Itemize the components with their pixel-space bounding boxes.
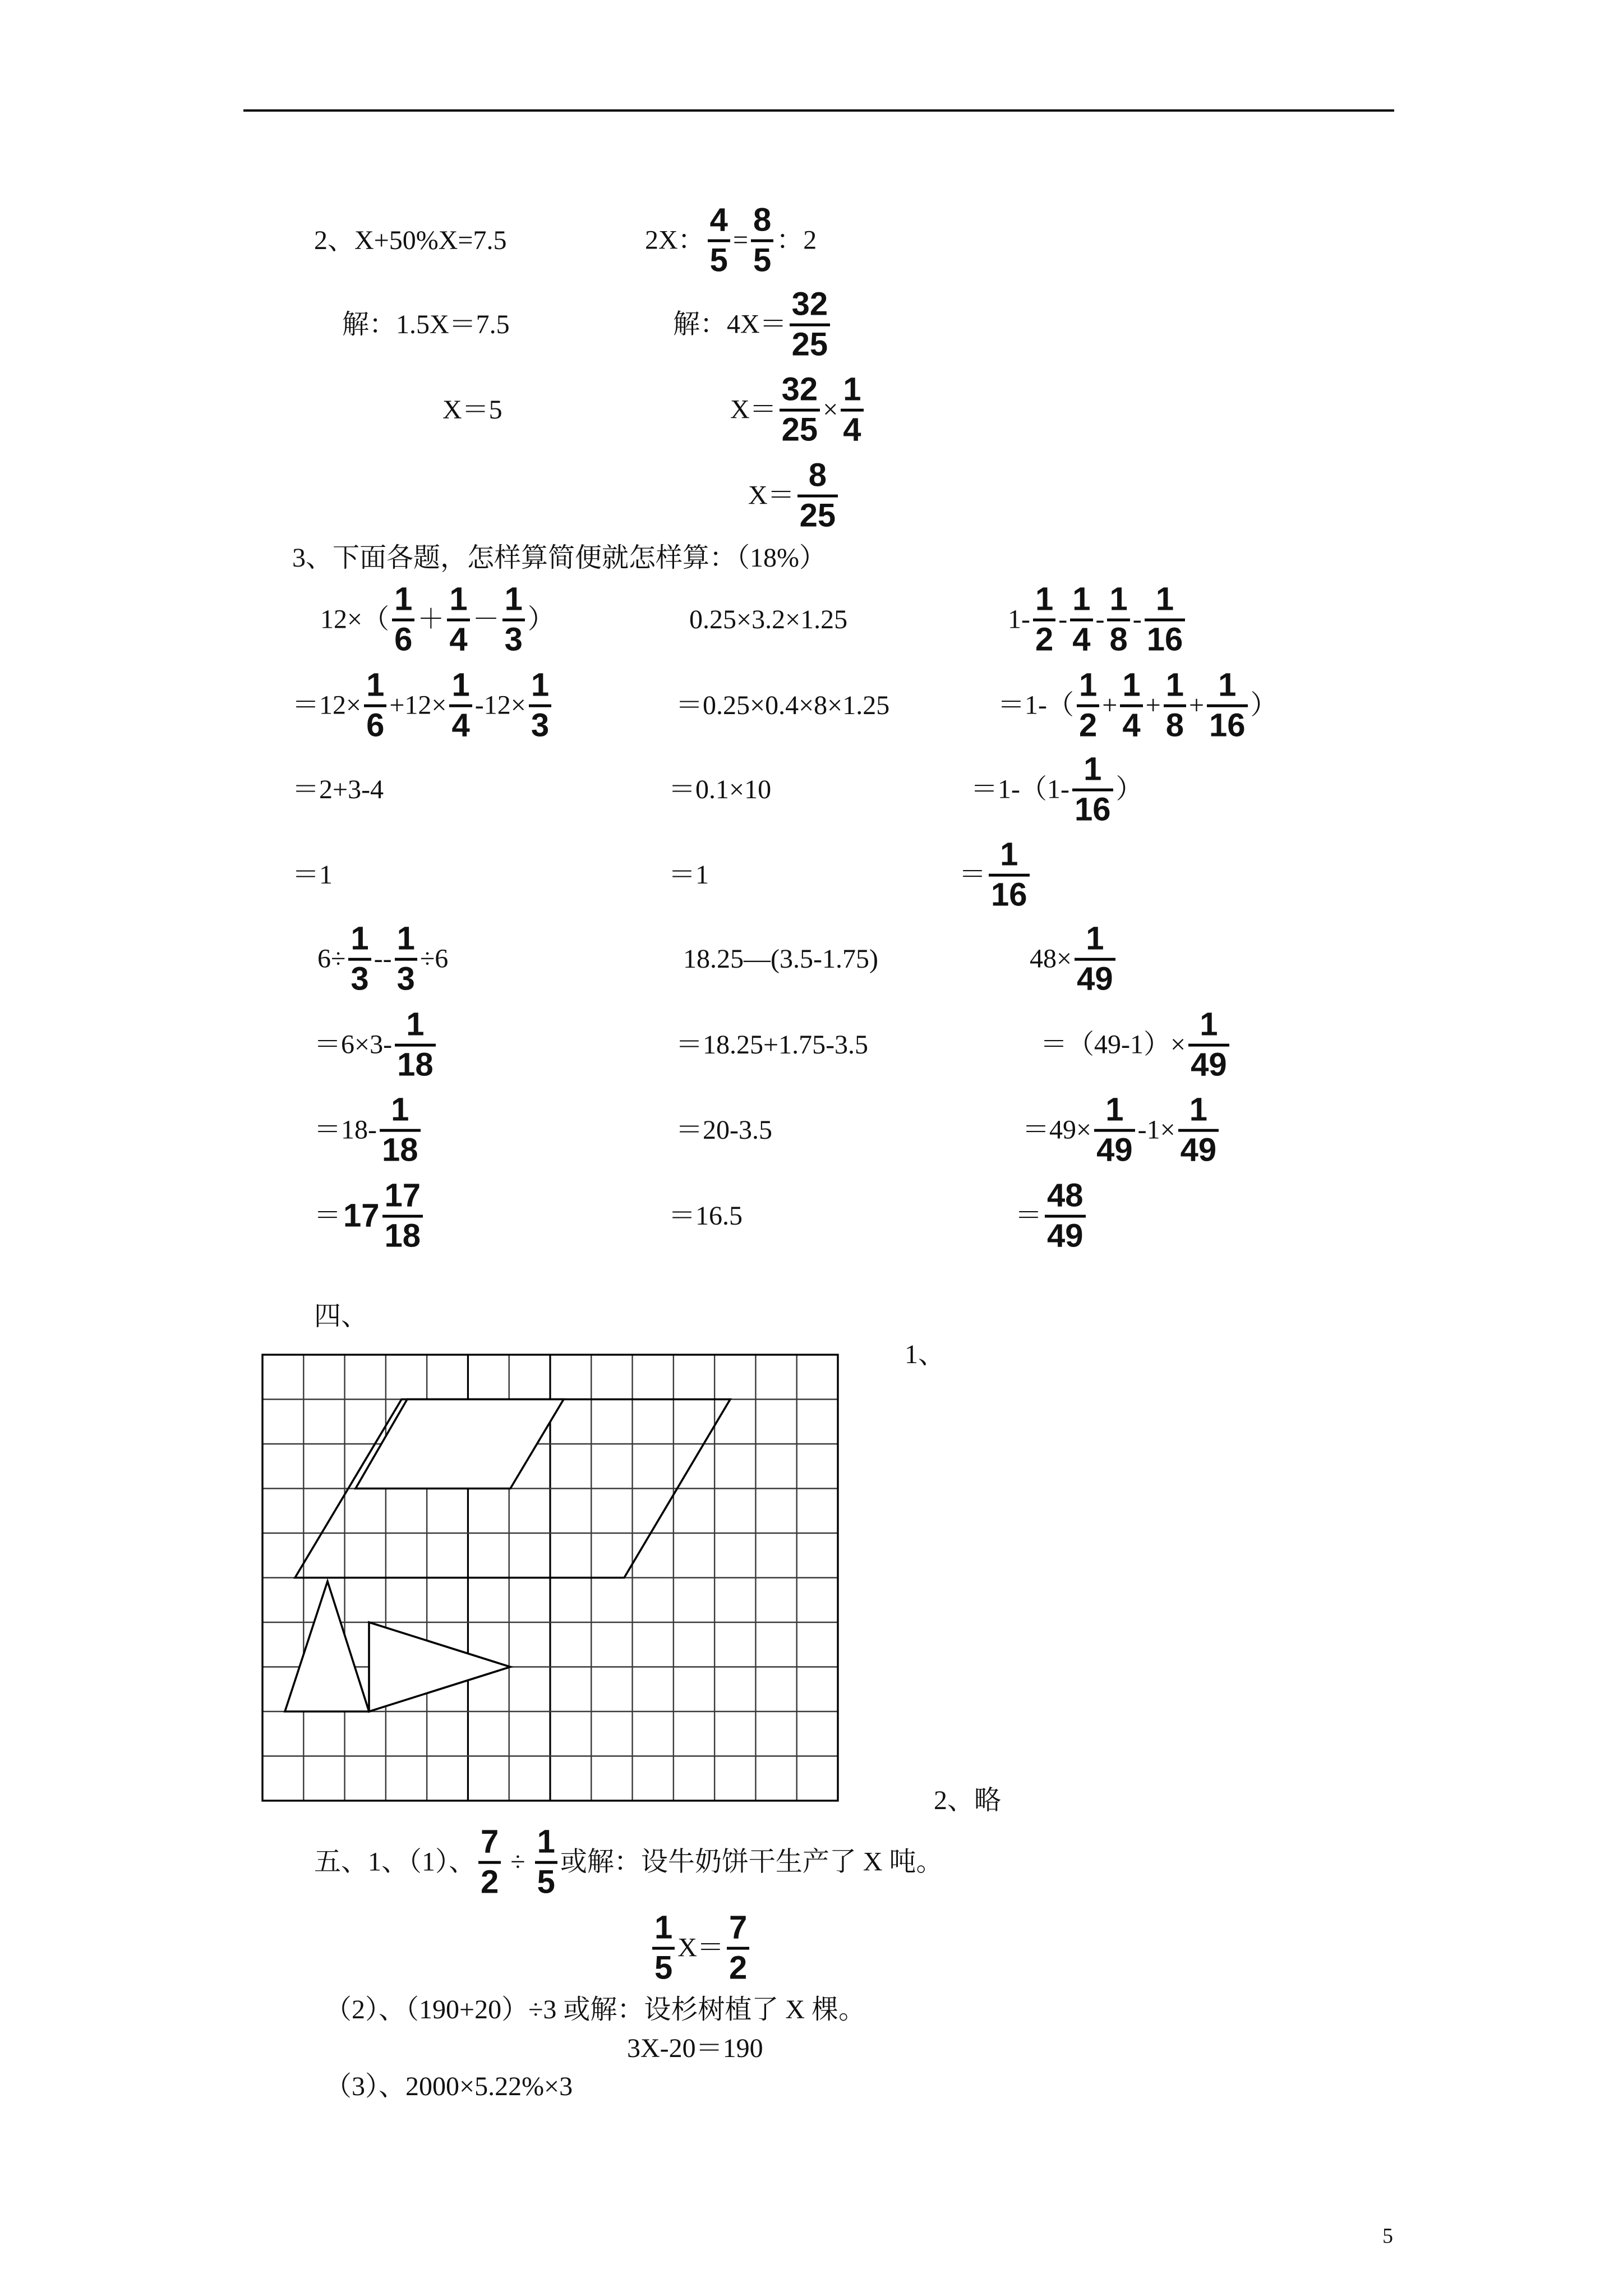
q2-equation bbox=[627, 2035, 763, 2062]
expression-text: ÷6 bbox=[419, 944, 449, 974]
fraction bbox=[1164, 666, 1186, 744]
fraction bbox=[1072, 753, 1113, 827]
fraction-numerator: 1 bbox=[1200, 1006, 1218, 1043]
expression-text: - bbox=[1058, 605, 1068, 634]
calc-1c-line-4 bbox=[959, 838, 1032, 913]
expression-text: ＋ bbox=[417, 605, 445, 634]
calc-1a-line-4 bbox=[292, 862, 333, 889]
expression-text: ＝1 bbox=[292, 860, 333, 890]
q1-equation bbox=[649, 1911, 752, 1986]
fraction-denominator: 3 bbox=[351, 960, 369, 997]
fraction-denominator: 25 bbox=[781, 411, 818, 448]
expression-text: +12× bbox=[389, 691, 447, 720]
fraction-numerator: 1 bbox=[449, 581, 468, 618]
expression-text: ＝1-（ bbox=[998, 691, 1074, 720]
fraction-numerator: 1 bbox=[351, 920, 369, 957]
expression-text: ＝6×3- bbox=[314, 1030, 393, 1060]
fraction-numerator: 1 bbox=[406, 1006, 425, 1043]
fraction bbox=[529, 666, 551, 744]
expression-text: + bbox=[1102, 691, 1118, 720]
calc-2a-line-2 bbox=[314, 1008, 439, 1083]
fraction-denominator: 49 bbox=[1191, 1046, 1227, 1083]
fraction-numerator: 1 bbox=[366, 666, 385, 703]
fraction-denominator: 49 bbox=[1180, 1131, 1217, 1168]
calc-2c-line-3 bbox=[1022, 1093, 1221, 1168]
fraction bbox=[1045, 1179, 1086, 1254]
fraction bbox=[797, 459, 838, 533]
item-2-label: 2、略 bbox=[934, 1786, 1002, 1815]
fraction bbox=[1070, 583, 1092, 657]
fraction-denominator: 3 bbox=[504, 621, 523, 658]
expression-text: 2X： bbox=[645, 226, 705, 255]
expression-text: X＝5 bbox=[442, 395, 502, 425]
expression-text: ＝（49-1）× bbox=[1040, 1030, 1186, 1060]
fraction-denominator: 4 bbox=[449, 621, 468, 658]
expression-text: ＝1 bbox=[668, 860, 709, 890]
fraction bbox=[1188, 1008, 1229, 1083]
fraction-denominator: 3 bbox=[531, 707, 550, 744]
expression-text: + bbox=[1145, 691, 1161, 720]
calc-1b-line-3 bbox=[668, 776, 771, 803]
fraction-numerator: 1 bbox=[1122, 666, 1141, 703]
fraction-numerator: 1 bbox=[1083, 751, 1102, 788]
fraction bbox=[392, 583, 414, 657]
fraction-denominator: 49 bbox=[1077, 960, 1113, 997]
expression-text: ＝ bbox=[314, 1201, 342, 1231]
page-number: 5 bbox=[1382, 2224, 1393, 2248]
fraction bbox=[1094, 1093, 1135, 1168]
fraction bbox=[708, 201, 730, 279]
fraction-denominator: 8 bbox=[1165, 707, 1184, 744]
expression-text: -12× bbox=[474, 691, 526, 720]
calc-1a-line-1 bbox=[320, 583, 555, 657]
fraction bbox=[790, 288, 831, 362]
fraction-denominator: 6 bbox=[366, 707, 385, 744]
fraction-denominator: 2 bbox=[481, 1864, 499, 1901]
fraction bbox=[1178, 1093, 1219, 1168]
fraction bbox=[348, 922, 371, 997]
expression-text: ＝0.25×0.4×8×1.25 bbox=[676, 691, 890, 720]
expression-text: 五、1、（1）、 bbox=[314, 1847, 476, 1877]
fraction-denominator: 2 bbox=[728, 1949, 748, 1986]
fraction bbox=[502, 583, 525, 657]
fraction-denominator: 18 bbox=[384, 1217, 421, 1254]
calc-2b-line-3 bbox=[676, 1117, 772, 1144]
fraction bbox=[751, 201, 773, 279]
fraction-numerator: 1 bbox=[1086, 920, 1104, 957]
expression-text: 12×（ bbox=[320, 605, 390, 634]
expression-text: × bbox=[823, 395, 838, 425]
fraction-numerator: 7 bbox=[728, 1909, 748, 1946]
expression-text: ＝ bbox=[959, 860, 986, 890]
fraction-denominator: 49 bbox=[1096, 1131, 1133, 1168]
calc-2b-line-4 bbox=[668, 1203, 743, 1230]
fraction-numerator: 1 bbox=[1105, 1091, 1124, 1128]
eq1-solution-step-1 bbox=[342, 311, 510, 338]
fraction-denominator: 4 bbox=[451, 707, 470, 744]
fraction bbox=[1207, 666, 1248, 744]
fraction bbox=[780, 373, 820, 448]
grid-figure bbox=[262, 1355, 838, 1801]
expression-text: ＝2+3-4 bbox=[292, 775, 384, 804]
calc-1a-line-2 bbox=[292, 666, 554, 744]
fraction-numerator: 1 bbox=[843, 371, 861, 408]
fraction-numerator: 4 bbox=[709, 201, 728, 238]
fraction-denominator: 3 bbox=[396, 960, 415, 997]
fraction-numerator: 1 bbox=[394, 581, 413, 618]
expression-text: ＝ bbox=[1015, 1201, 1043, 1231]
expression-text: + bbox=[1188, 691, 1205, 720]
fraction bbox=[364, 666, 386, 744]
expression-text: 1- bbox=[1008, 605, 1030, 634]
expression-text: 18.25—(3.5-1.75) bbox=[683, 944, 878, 974]
calc-2c-line-4 bbox=[1015, 1179, 1089, 1254]
eq1-problem bbox=[314, 227, 506, 254]
calc-2a-line-3 bbox=[314, 1093, 423, 1168]
item-1-label: 1、 bbox=[905, 1340, 946, 1369]
fraction bbox=[449, 666, 472, 744]
fraction bbox=[395, 1008, 436, 1083]
expression-text: X＝ bbox=[730, 395, 777, 425]
expression-text: 2、X+50%X=7.5 bbox=[314, 226, 507, 255]
expression-text: （3）、2000×5.22%×3 bbox=[325, 2072, 573, 2101]
calc-2b-line-2 bbox=[676, 1032, 868, 1059]
calc-1b-line-4 bbox=[668, 862, 709, 889]
expression-text: ＝0.1×10 bbox=[668, 775, 772, 804]
fraction bbox=[1120, 666, 1142, 744]
fraction-numerator: 7 bbox=[481, 1823, 499, 1860]
fraction-numerator: 17 bbox=[384, 1177, 421, 1214]
expression-text: ＝16.5 bbox=[668, 1201, 743, 1231]
fraction-denominator: 2 bbox=[1079, 707, 1098, 744]
calc-2c-line-1 bbox=[1030, 922, 1118, 997]
fraction-denominator: 4 bbox=[1072, 621, 1091, 658]
fraction-denominator: 4 bbox=[1122, 707, 1141, 744]
fraction bbox=[1145, 583, 1186, 657]
section-3-heading: 3、下面各题，怎样算简便就怎样算：（18%） bbox=[292, 543, 826, 573]
expression-text: ＝20-3.5 bbox=[676, 1115, 772, 1145]
fraction-denominator: 8 bbox=[1109, 621, 1128, 658]
calc-1b-line-1 bbox=[689, 606, 847, 633]
fraction-denominator: 5 bbox=[654, 1949, 673, 1986]
fraction-numerator: 1 bbox=[1155, 581, 1174, 618]
fraction bbox=[1077, 666, 1099, 744]
fraction-numerator: 1 bbox=[1218, 666, 1237, 703]
small-parallelogram bbox=[356, 1400, 564, 1489]
fraction-denominator: 5 bbox=[753, 242, 772, 279]
fraction bbox=[989, 838, 1030, 913]
fraction-denominator: 16 bbox=[1074, 791, 1111, 828]
expression-text: - bbox=[1095, 605, 1105, 634]
expression-text: ） bbox=[1250, 691, 1278, 720]
fraction bbox=[447, 583, 469, 657]
fraction-numerator: 1 bbox=[396, 920, 415, 957]
fraction-numerator: 1 bbox=[1109, 581, 1128, 618]
expression-text: 或解：设牛奶饼干生产了 X 吨。 bbox=[560, 1847, 943, 1877]
expression-text: - bbox=[1132, 605, 1142, 634]
expression-text: ＝18- bbox=[314, 1115, 377, 1145]
fraction-numerator: 1 bbox=[1035, 581, 1054, 618]
expression-text: -1× bbox=[1137, 1115, 1175, 1145]
fraction-numerator: 1 bbox=[531, 666, 550, 703]
q1-line bbox=[314, 1825, 943, 1900]
fraction-denominator: 2 bbox=[1035, 621, 1054, 658]
fraction-denominator: 25 bbox=[799, 497, 836, 534]
fraction-denominator: 16 bbox=[991, 876, 1027, 913]
fraction-numerator: 8 bbox=[808, 457, 827, 494]
fraction-numerator: 1 bbox=[1000, 836, 1018, 873]
eq2-solution-step-1 bbox=[673, 288, 833, 362]
right-pointing-triangle bbox=[369, 1622, 510, 1711]
expression-text: -- bbox=[374, 944, 392, 974]
fraction-denominator: 5 bbox=[709, 242, 728, 279]
fraction-numerator: 1 bbox=[654, 1909, 673, 1946]
calc-1c-line-2 bbox=[998, 666, 1278, 744]
calc-1c-line-1 bbox=[1008, 583, 1188, 657]
mixed-number-whole: 17 bbox=[343, 1198, 380, 1234]
calc-1a-line-3 bbox=[292, 776, 384, 803]
expression-text: ＝1-（1- bbox=[971, 775, 1069, 804]
expression-text: （2）、（190+20）÷3 或解：设杉树植了 X 棵。 bbox=[325, 1995, 866, 2024]
eq2-problem bbox=[645, 201, 817, 279]
fraction-denominator: 18 bbox=[382, 1131, 418, 1168]
fraction bbox=[478, 1825, 501, 1900]
fraction-denominator: 16 bbox=[1209, 707, 1246, 744]
fraction-numerator: 32 bbox=[781, 371, 818, 408]
expression-text: = bbox=[732, 226, 749, 255]
calc-2c-line-2 bbox=[1040, 1008, 1232, 1083]
expression-text: X＝ bbox=[677, 1933, 724, 1963]
expression-text: ：2 bbox=[776, 226, 817, 255]
section-4-heading: 四、 bbox=[314, 1301, 368, 1331]
fraction-numerator: 1 bbox=[504, 581, 523, 618]
calc-1c-line-3 bbox=[971, 753, 1143, 827]
expression-text: 6÷ bbox=[317, 944, 346, 974]
fraction bbox=[1033, 583, 1055, 657]
fraction bbox=[1075, 922, 1115, 997]
fraction-numerator: 1 bbox=[537, 1823, 555, 1860]
tall-triangle bbox=[285, 1581, 369, 1711]
fraction-numerator: 1 bbox=[1189, 1091, 1208, 1128]
fraction bbox=[652, 1911, 675, 1986]
expression-text: 48× bbox=[1030, 944, 1072, 974]
fraction-denominator: 49 bbox=[1047, 1217, 1083, 1254]
q2-line bbox=[325, 1996, 865, 2023]
calc-2a-line-1 bbox=[317, 922, 448, 997]
expression-text: ＝49× bbox=[1022, 1115, 1092, 1145]
fraction-denominator: 6 bbox=[394, 621, 413, 658]
fraction-numerator: 1 bbox=[451, 666, 470, 703]
fraction-denominator: 25 bbox=[791, 326, 828, 363]
expression-text: － bbox=[472, 605, 500, 634]
expression-text: ÷ bbox=[504, 1847, 532, 1877]
expression-text: ＝12× bbox=[292, 691, 362, 720]
fraction-denominator: 18 bbox=[397, 1046, 434, 1083]
calc-2a-line-4 bbox=[314, 1179, 426, 1254]
expression-text: ） bbox=[527, 605, 555, 634]
expression-text: 3X-20＝190 bbox=[627, 2033, 763, 2063]
eq1-solution-step-2 bbox=[442, 397, 502, 424]
q3-line bbox=[325, 2073, 573, 2100]
fraction-numerator: 48 bbox=[1047, 1177, 1083, 1214]
fraction bbox=[382, 1179, 423, 1254]
fraction-denominator: 4 bbox=[843, 411, 861, 448]
fraction-numerator: 1 bbox=[391, 1091, 409, 1128]
expression-text: ） bbox=[1115, 775, 1143, 804]
expression-text: ＝18.25+1.75-3.5 bbox=[676, 1030, 869, 1060]
calc-1b-line-2 bbox=[676, 692, 889, 719]
expression-text: X＝ bbox=[748, 481, 795, 510]
fraction bbox=[1107, 583, 1129, 657]
header-rule bbox=[243, 109, 1394, 112]
fraction-numerator: 1 bbox=[1079, 666, 1098, 703]
fraction-numerator: 32 bbox=[791, 286, 828, 323]
fraction-denominator: 16 bbox=[1146, 621, 1183, 658]
fraction-numerator: 8 bbox=[753, 201, 772, 238]
fraction-numerator: 1 bbox=[1165, 666, 1184, 703]
fraction bbox=[727, 1911, 749, 1986]
expression-text: 0.25×3.2×1.25 bbox=[689, 605, 848, 634]
fraction bbox=[841, 373, 863, 448]
expression-text: 解：4X＝ bbox=[673, 310, 787, 339]
expression-text: 解：1.5X＝7.5 bbox=[342, 310, 510, 339]
fraction bbox=[395, 922, 417, 997]
fraction-denominator: 5 bbox=[537, 1864, 555, 1901]
fraction bbox=[380, 1093, 421, 1168]
calc-2b-line-1 bbox=[683, 946, 878, 973]
eq2-solution-step-2 bbox=[730, 373, 866, 448]
eq2-solution-step-3 bbox=[748, 459, 841, 533]
fraction bbox=[535, 1825, 557, 1900]
fraction-numerator: 1 bbox=[1072, 581, 1091, 618]
